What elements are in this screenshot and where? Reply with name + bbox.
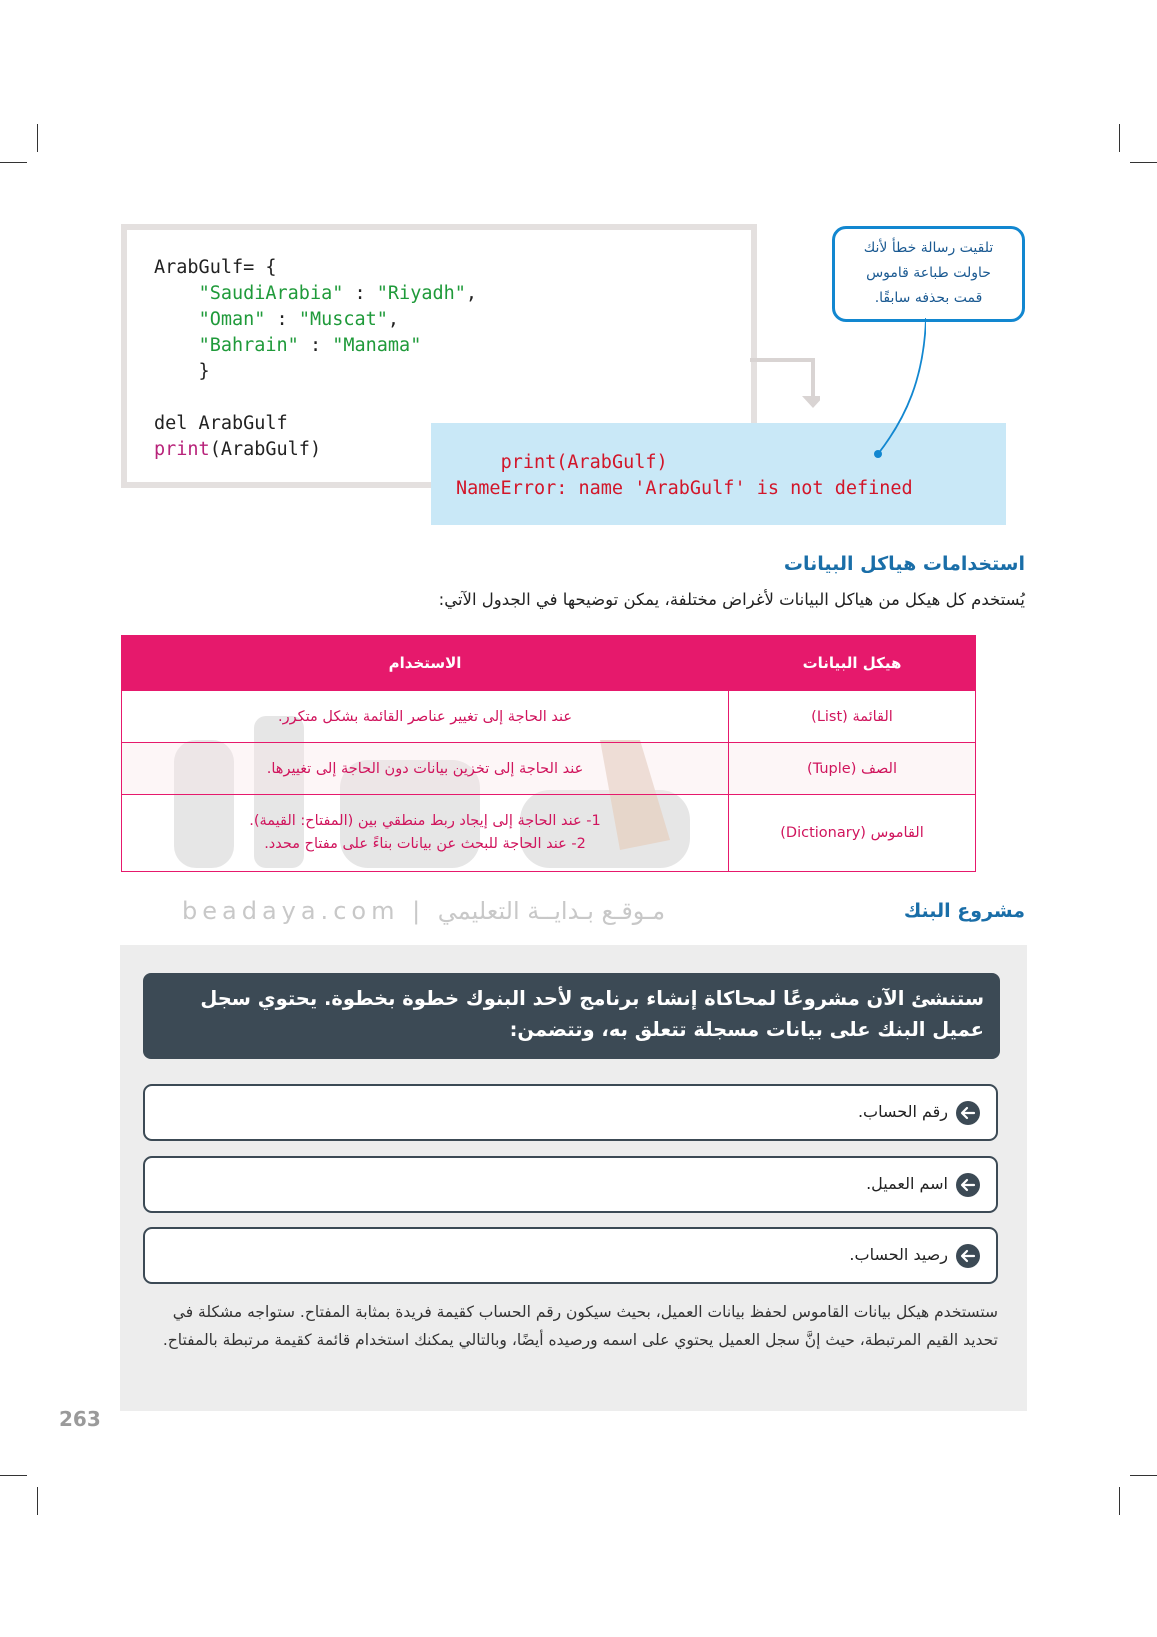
code-punctuation: , [465, 283, 478, 304]
arrow-left-icon [956, 1101, 980, 1125]
dict-key: "SaudiArabia" [198, 283, 344, 304]
note-line: قمت بحذفه سابقًا. [874, 290, 983, 306]
dict-key: "Oman" [198, 309, 266, 330]
use-cell: عند الحاجة إلى تخزين بيانات دون الحاجة إلى تغييرها. [122, 743, 729, 795]
crop-mark [1130, 162, 1157, 163]
dict-value: "Manama" [332, 335, 422, 356]
dict-value: "Riyadh" [376, 283, 466, 304]
arrow-left-icon [956, 1244, 980, 1268]
list-item-label: رقم الحساب. [857, 1102, 948, 1121]
output-line: print(ArabGulf) [500, 452, 668, 473]
code-separator: : [265, 309, 299, 330]
watermark-text: beadaya.com | مـوقـع بـدايــة التعليمي [182, 897, 666, 925]
output-line: NameError: name 'ArabGulf' is not defined [456, 478, 913, 499]
closing-paragraph: ستستخدم هيكل بيانات القاموس لحفظ بيانات العميل، بحيث سيكون رقم الحساب كقيمة فريدة بمثابة المفتاح. ستواجه مشكلة في تحديد القيم المرتبطة، حيث إنَّ سجل العميل يحتوي على اسمه ورصيده أيضًا، وبالتالي يمكنك استخدام قائمة كقيمة مرتبطة بالمفتاح. [162, 1303, 998, 1349]
use-cell: عند الحاجة إلى تغيير عناصر القائمة بشكل متكرر. [122, 691, 729, 743]
code-line: del ArabGulf [154, 413, 288, 434]
crop-mark [37, 1487, 38, 1515]
table-row [122, 795, 976, 872]
crop-mark [0, 162, 27, 163]
code-snippet [154, 255, 477, 463]
callout-pointer-line [866, 318, 926, 458]
project-banner: ستنشئ الآن مشروعًا لمحاكاة إنشاء برنامج لأحد البنوك خطوة بخطوة. يحتوي سجل عميل البنك على بيانات مسجلة تتعلق به، وتتضمن: [143, 973, 1000, 1059]
crop-mark [1130, 1475, 1157, 1476]
crop-mark [1119, 1487, 1120, 1515]
table-row [122, 691, 976, 743]
note-line: حاولت طباعة قاموس [866, 265, 991, 281]
use-cell [122, 795, 729, 872]
list-item-label: اسم العميل. [866, 1174, 948, 1193]
table-header-row [122, 636, 976, 691]
code-line: ArabGulf= { [154, 257, 277, 278]
output-connector-arrow [750, 352, 820, 414]
structure-cell: الصف (Tuple) [729, 743, 976, 795]
arrow-left-icon [956, 1173, 980, 1197]
note-callout [832, 226, 1025, 322]
dict-key: "Bahrain" [198, 335, 299, 356]
error-output [456, 450, 913, 502]
structure-cell: القاموس (Dictionary) [729, 795, 976, 872]
section-title: مشروع البنك [903, 900, 1025, 922]
list-item [143, 1156, 998, 1213]
print-keyword: print [154, 439, 210, 460]
table-row [122, 743, 976, 795]
column-header: الاستخدام [122, 636, 729, 691]
list-item [143, 1084, 998, 1141]
crop-mark [0, 1475, 27, 1476]
code-line: } [154, 361, 210, 382]
use-line: 2- عند الحاجة للبحث عن بيانات بناءً على مفتاح محدد. [264, 836, 586, 852]
code-args: (ArabGulf) [209, 439, 322, 460]
structure-cell: القائمة (List) [729, 691, 976, 743]
section-title: استخدامات هياكل البيانات [783, 553, 1025, 575]
dict-value: "Muscat" [298, 309, 388, 330]
code-punctuation: , [387, 309, 400, 330]
intro-text: يُستخدم كل هيكل من هياكل البيانات لأغراض مختلفة، يمكن توضيحها في الجدول الآتي: [438, 590, 1025, 609]
use-line: 1- عند الحاجة إلى إيجاد ربط منطقي بين (المفتاح: القيمة). [249, 813, 601, 829]
note-line: تلقيت رسالة خطأ لأنك [863, 240, 994, 256]
column-header: هيكل البيانات [729, 636, 976, 691]
page-number: 263 [59, 1407, 101, 1431]
list-item [143, 1227, 998, 1284]
crop-mark [1119, 124, 1120, 152]
code-separator: : [298, 335, 333, 356]
list-item-label: رصيد الحساب. [849, 1245, 948, 1264]
data-structures-table [121, 635, 976, 872]
code-separator: : [343, 283, 377, 304]
crop-mark [37, 124, 38, 152]
